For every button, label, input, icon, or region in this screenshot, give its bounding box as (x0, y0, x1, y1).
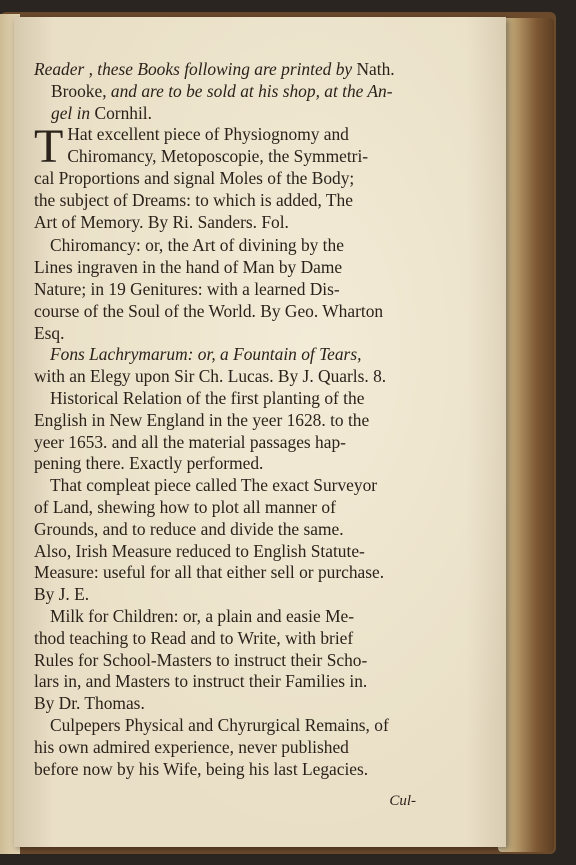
entry-line: By Dr. Thomas. (34, 693, 145, 714)
entry-line: of Land, shewing how to plot all manner of (34, 496, 336, 517)
book-entry (34, 235, 432, 344)
entry-line: thod teaching to Read and to Write, with brief (34, 627, 354, 648)
entry-line: That compleat piece called The exact Surveyor (50, 475, 378, 496)
entry-line: Hat excellent piece of Physiognomy and (67, 124, 349, 145)
header-line-2: Brooke, and are to be sold at his shop, at the An- (51, 80, 393, 101)
page-edges (498, 18, 554, 852)
advertisement-header (34, 59, 432, 124)
entry-line: Milk for Children: or, a plain and easie Me- (50, 605, 355, 626)
entry-line: Grounds, and to reduce and divide the same. (34, 518, 344, 539)
entry-line: before now by his Wife, being his last Legacies. (34, 758, 369, 779)
book-entry (34, 606, 432, 715)
book-entry (34, 344, 432, 388)
entry-line: pening there. Exactly performed. (34, 453, 264, 474)
entry-line: Nature; in 19 Genitures: with a learned Dis- (34, 278, 340, 299)
header-publisher: Nath. (356, 59, 395, 79)
header-line-3: gel in Cornhil. (51, 102, 152, 123)
book-entry (34, 120, 432, 233)
entry-line: Fons Lachrymarum: or, a Fountain of Tears, (50, 344, 362, 365)
entry-line: yeer 1653. and all the material passages hap- (34, 431, 346, 452)
drop-cap: T (34, 120, 64, 174)
entry-line: the subject of Dreams: to which is added, The (34, 189, 353, 210)
entry-line: Measure: useful for all that either sell or purchase. (34, 562, 385, 583)
entry-line: Culpepers Physical and Chyrurgical Remains, of (50, 714, 389, 735)
header-italic: Reader , these Books following are printed by (34, 59, 353, 79)
book-entry (34, 715, 432, 780)
entry-line: his own admired experience, never published (34, 736, 349, 757)
book-entry (34, 475, 432, 606)
entry-line: with an Elegy upon Sir Ch. Lucas. By J. Quarls. 8. (34, 366, 387, 387)
entry-line: course of the Soul of the World. By Geo. Wharton (34, 300, 384, 321)
entry-line: Esq. (34, 322, 65, 343)
catchword: Cul- (389, 793, 416, 809)
entry-line: Lines ingraven in the hand of Man by Dame (34, 257, 343, 278)
entry-line: Historical Relation of the first planting of the (50, 387, 365, 408)
entry-line: Chiromancy: or, the Art of divining by the (50, 235, 344, 256)
entry-line: lars in, and Masters to instruct their Families in. (34, 671, 368, 692)
entry-line: By J. E. (34, 584, 90, 605)
entry-line: Chiromancy, Metoposcopie, the Symmetri- (67, 146, 369, 167)
entry-line: Art of Memory. By Ri. Sanders. Fol. (34, 211, 289, 232)
entry-line: Rules for School-Masters to instruct their Scho- (34, 649, 368, 670)
book-entry (34, 388, 432, 475)
book-page (14, 17, 506, 847)
entry-line: English in New England in the yeer 1628. to the (34, 409, 370, 430)
entry-line: Also, Irish Measure reduced to English Statute- (34, 540, 365, 561)
entry-line: cal Proportions and signal Moles of the Body; (34, 167, 355, 188)
page-text (34, 59, 432, 780)
